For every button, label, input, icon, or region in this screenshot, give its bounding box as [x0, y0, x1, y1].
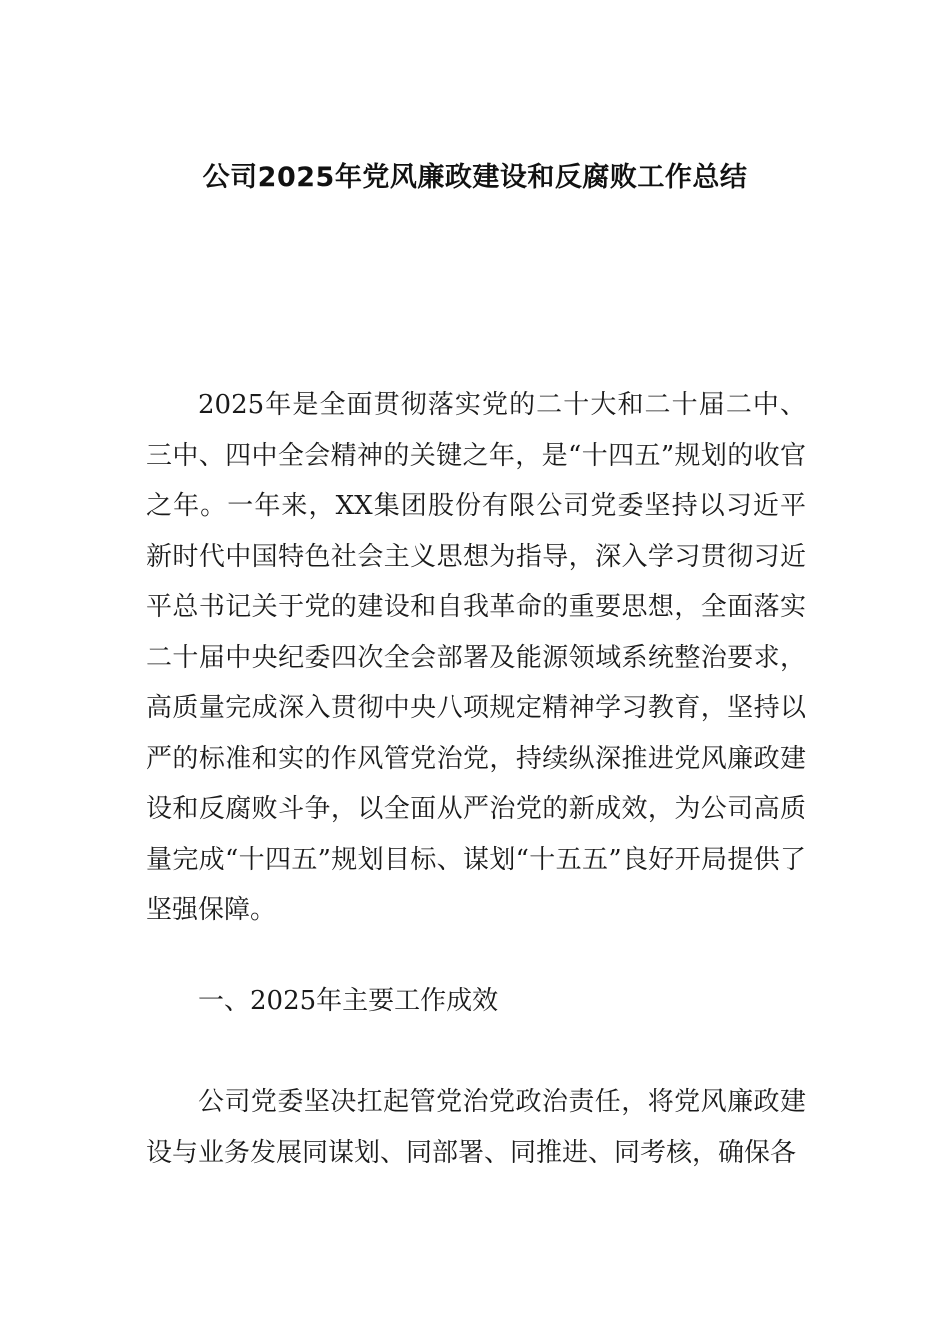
document-title: 公司2025年党风廉政建设和反腐败工作总结	[202, 162, 748, 193]
intro-paragraph: 2025年是全面贯彻落实党的二十大和二十届二中、三中、四中全会精神的关键之年，是“十四五”规划的收官之年。一年来，XX集团股份有限公司党委坚持以习近平新时代中国特色社会主义思想为指导，深入学习贯彻习近平总书记关于党的建设和自我革命的重要思想，全面落实二十届中央纪委四次全会部署及能源领域系统整治要求，高质量完成深入贯彻中央八项规定精神学习教育，坚持以严的标准和实的作风管党治党，持续纵深推进党风廉政建设和反腐败斗争，以全面从严治党的新成效，为公司高质量完成“十四五”规划目标、谋划“十五五”良好开局提供了坚强保障。	[146, 390, 806, 925]
section-heading: 一、2025年主要工作成效	[198, 986, 499, 1016]
section-paragraph: 公司党委坚决扛起管党治党政治责任，将党风廉政建设与业务发展同谋划、同部署、同推进、同考核，确保各	[146, 1087, 806, 1168]
